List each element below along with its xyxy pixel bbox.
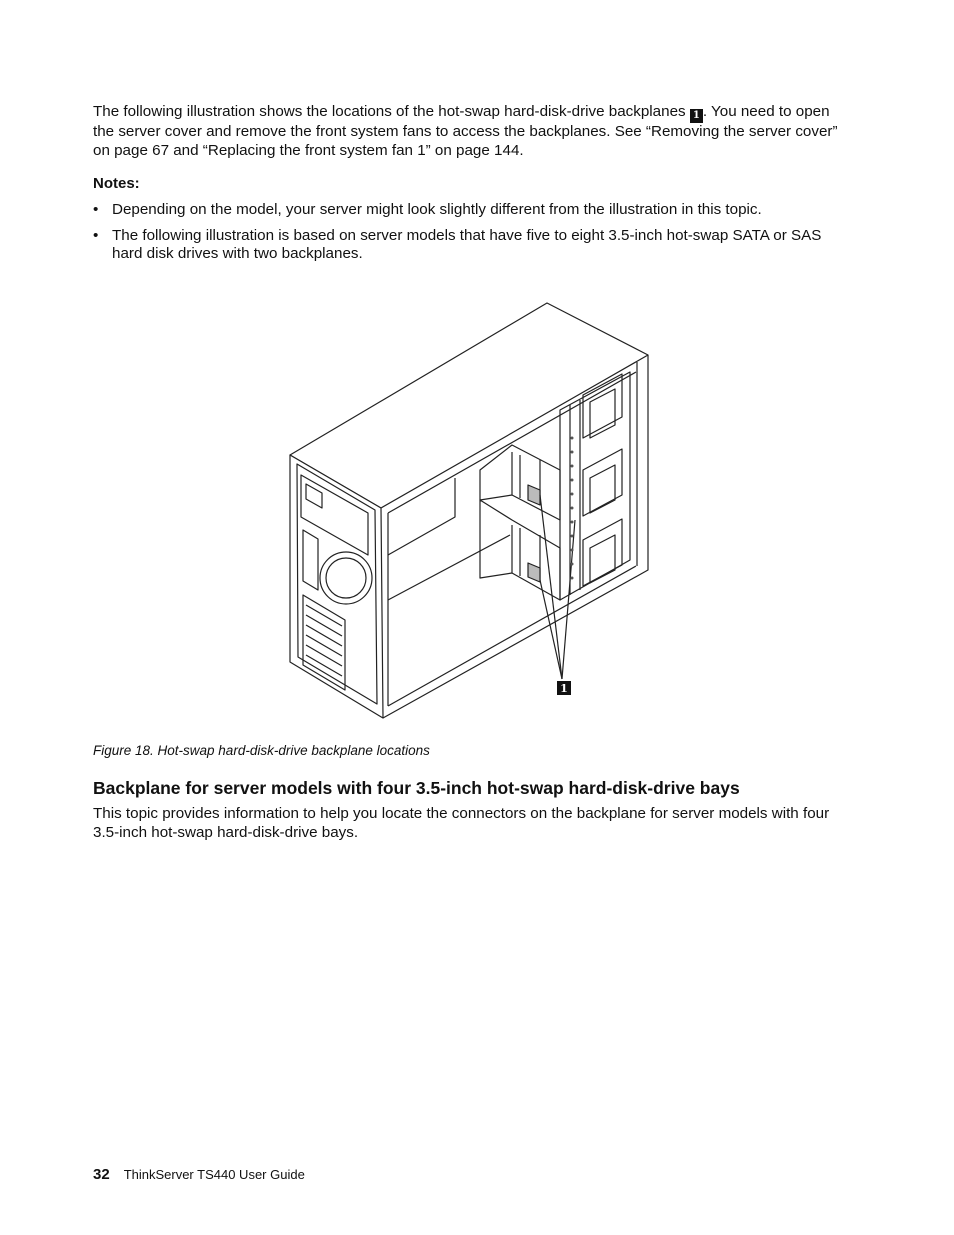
section-body: This topic provides information to help you locate the connectors on the backplane for server models with four 3.5-inch hot-swap hard-disk-drive bays. xyxy=(93,805,830,841)
notes-list xyxy=(93,201,853,271)
callout-1-label: 1 xyxy=(560,682,568,695)
note-item: • Depending on the model, your server might look slightly different from the illustration in this topic. xyxy=(93,201,853,220)
section-heading: Backplane for server models with four 3.5-inch hot-swap hard-disk-drive bays xyxy=(93,778,740,798)
figure-caption: Figure 18. Hot-swap hard-disk-drive backplane locations xyxy=(93,743,430,758)
page-number: 32 xyxy=(93,1166,110,1183)
callout-1-inline: 1 xyxy=(690,109,703,123)
intro-paragraph xyxy=(93,103,853,160)
intro-text-1: The following illustration shows the locations of the hot-swap hard-disk-drive backplanes xyxy=(93,103,690,120)
document-title: ThinkServer TS440 User Guide xyxy=(123,1167,305,1182)
page-footer xyxy=(93,1166,305,1183)
intro-text-2: . You need to open the server cover and remove the front system fans to access the backplanes. See “Removing the server cover” on page 67 and “Replacing the front system fan 1” on page 144. xyxy=(93,103,838,159)
server-illustration xyxy=(0,290,954,730)
notes-title: Notes: xyxy=(93,175,140,192)
note-item: • The following illustration is based on server models that have five to eight 3.5-inch hot-swap SATA or SAS hard disk drives with two backplanes. xyxy=(93,227,853,264)
